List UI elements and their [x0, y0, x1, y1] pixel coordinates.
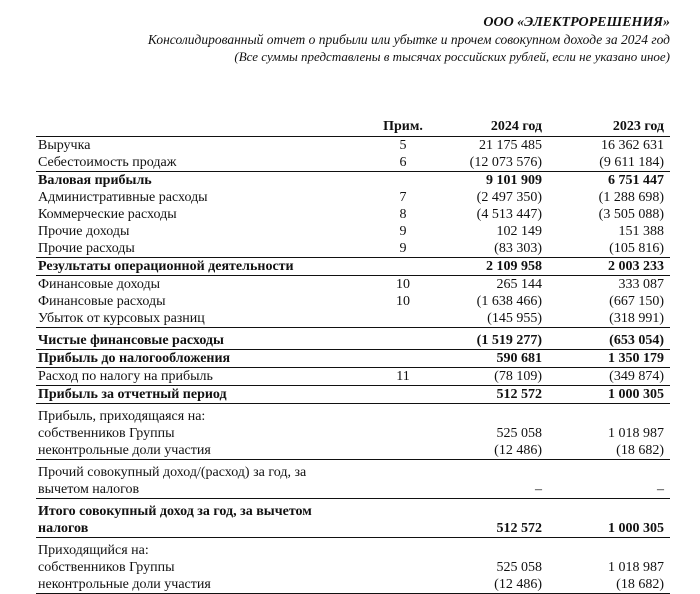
- row-value-2024: (1 638 466): [476, 294, 542, 309]
- row-label: Административные расходы: [38, 190, 208, 205]
- row-label: Валовая прибыль: [38, 173, 152, 188]
- row-note: 9: [399, 224, 407, 239]
- row-note: 10: [396, 294, 410, 309]
- row-value-2023: 151 388: [618, 224, 664, 239]
- row-value-2023: 333 087: [618, 277, 664, 292]
- table-row: [36, 542, 670, 559]
- row-label: Коммерческие расходы: [38, 207, 177, 222]
- row-label: неконтрольные доли участия: [38, 443, 211, 458]
- row-label: Расход по налогу на прибыль: [38, 369, 213, 384]
- row-value-2023: 1 000 305: [608, 387, 664, 402]
- row-label: неконтрольные доли участия: [38, 577, 211, 592]
- row-label: Себестоимость продаж: [38, 155, 177, 170]
- table-row-total: [36, 386, 670, 404]
- report-title: Консолидированный отчет о прибыли или убытке и прочем совокупном доходе за 2024 год: [147, 32, 670, 47]
- row-value-2023: (9 611 184): [599, 155, 664, 170]
- row-note: 7: [399, 190, 407, 205]
- table-row: [36, 464, 670, 499]
- row-value-2024: (83 303): [494, 241, 542, 256]
- row-note: 8: [399, 207, 407, 222]
- row-value-2023: 1 000 305: [608, 521, 664, 536]
- row-value-2024: 102 149: [496, 224, 542, 239]
- row-value-2024: 512 572: [496, 387, 542, 402]
- row-label: Убыток от курсовых разниц: [38, 311, 205, 326]
- row-label: Результаты операционной деятельности: [38, 259, 294, 274]
- currency-note: (Все суммы представлены в тысячах российских рублей, если не указано иное): [234, 49, 670, 64]
- table-row: [36, 223, 670, 240]
- row-label: собственников Группы: [38, 560, 175, 575]
- company-name: ООО «ЭЛЕКТРОРЕШЕНИЯ»: [483, 15, 670, 30]
- row-label: Прочие доходы: [38, 224, 130, 239]
- table-row: [36, 425, 670, 442]
- row-value-2024: (145 955): [487, 311, 542, 326]
- row-value-2023: 1 018 987: [608, 426, 664, 441]
- row-value-2024: (12 486): [494, 443, 542, 458]
- table-row: [36, 206, 670, 223]
- row-value-2024: (78 109): [494, 369, 542, 384]
- table-row: [36, 137, 670, 154]
- row-value-2023: (318 991): [609, 311, 664, 326]
- table-row: [36, 189, 670, 206]
- row-note: 5: [399, 138, 407, 153]
- row-value-2023: (105 816): [609, 241, 664, 256]
- row-value-2024: 525 058: [496, 560, 542, 575]
- row-label: Выручка: [38, 138, 91, 153]
- column-header-2024: 2024 год: [490, 119, 542, 134]
- row-note: 11: [396, 369, 410, 384]
- row-value-2023: 1 018 987: [608, 560, 664, 575]
- table-row-subtotal: [36, 332, 670, 350]
- column-header-note: Прим.: [383, 119, 423, 134]
- table-row: [36, 559, 670, 576]
- row-value-2024: 2 109 958: [486, 259, 542, 274]
- row-label: Финансовые доходы: [38, 277, 161, 292]
- row-value-2024: (1 519 277): [476, 333, 542, 348]
- income-statement-table: [36, 118, 670, 594]
- row-value-2024: 512 572: [496, 521, 542, 536]
- row-label: Чистые финансовые расходы: [38, 333, 224, 348]
- row-label: Приходящийся на:: [38, 543, 149, 558]
- column-header-2023: 2023 год: [612, 119, 664, 134]
- row-label: Прибыль за отчетный период: [38, 387, 227, 402]
- row-label: Прибыль, приходящаяся на:: [38, 409, 206, 424]
- table-row: [36, 408, 670, 425]
- row-value-2023: (653 054): [609, 333, 664, 348]
- row-value-2024: 265 144: [496, 277, 542, 292]
- row-value-2023: 6 751 447: [608, 173, 664, 188]
- table-row: [36, 276, 670, 293]
- row-value-2023: (349 874): [609, 369, 664, 384]
- row-note: 6: [399, 155, 407, 170]
- row-label: собственников Группы: [38, 426, 175, 441]
- row-value-2023: (3 505 088): [598, 207, 664, 222]
- row-note: 9: [399, 241, 407, 256]
- table-row: [36, 310, 670, 328]
- report-header: [148, 14, 670, 65]
- table-row: [36, 240, 670, 258]
- row-value-2023: (667 150): [609, 294, 664, 309]
- column-headers: [36, 118, 670, 137]
- row-value-2024: 525 058: [496, 426, 542, 441]
- row-value-2023: (18 682): [616, 577, 664, 592]
- row-value-2024: 9 101 909: [486, 173, 542, 188]
- row-value-2023: 16 362 631: [601, 138, 664, 153]
- row-value-2024: (12 073 576): [469, 155, 542, 170]
- table-row-total: [36, 503, 670, 538]
- row-value-2023: (1 288 698): [598, 190, 664, 205]
- row-value-2024: –: [535, 482, 542, 497]
- row-label: Прочий совокупный доход/(расход) за год, за вычетом налогов: [38, 465, 307, 497]
- row-value-2024: (2 497 350): [476, 190, 542, 205]
- row-value-2024: (12 486): [494, 577, 542, 592]
- table-row: [36, 368, 670, 386]
- table-row: [36, 576, 670, 594]
- row-label: Прочие расходы: [38, 241, 135, 256]
- row-value-2023: –: [657, 482, 664, 497]
- row-value-2023: 2 003 233: [608, 259, 664, 274]
- row-value-2023: (18 682): [616, 443, 664, 458]
- table-row: [36, 154, 670, 172]
- row-value-2024: 21 175 485: [479, 138, 542, 153]
- table-row-subtotal: [36, 172, 670, 189]
- row-value-2023: 1 350 179: [608, 351, 664, 366]
- table-row: [36, 293, 670, 310]
- row-value-2024: 590 681: [496, 351, 542, 366]
- table-row-subtotal: [36, 350, 670, 368]
- row-label: Прибыль до налогообложения: [38, 351, 231, 366]
- row-label: Финансовые расходы: [38, 294, 166, 309]
- row-note: 10: [396, 277, 410, 292]
- row-label: Итого совокупный доход за год, за вычетом налогов: [38, 504, 312, 536]
- row-value-2024: (4 513 447): [476, 207, 542, 222]
- table-row: [36, 442, 670, 460]
- table-row-subtotal: [36, 258, 670, 276]
